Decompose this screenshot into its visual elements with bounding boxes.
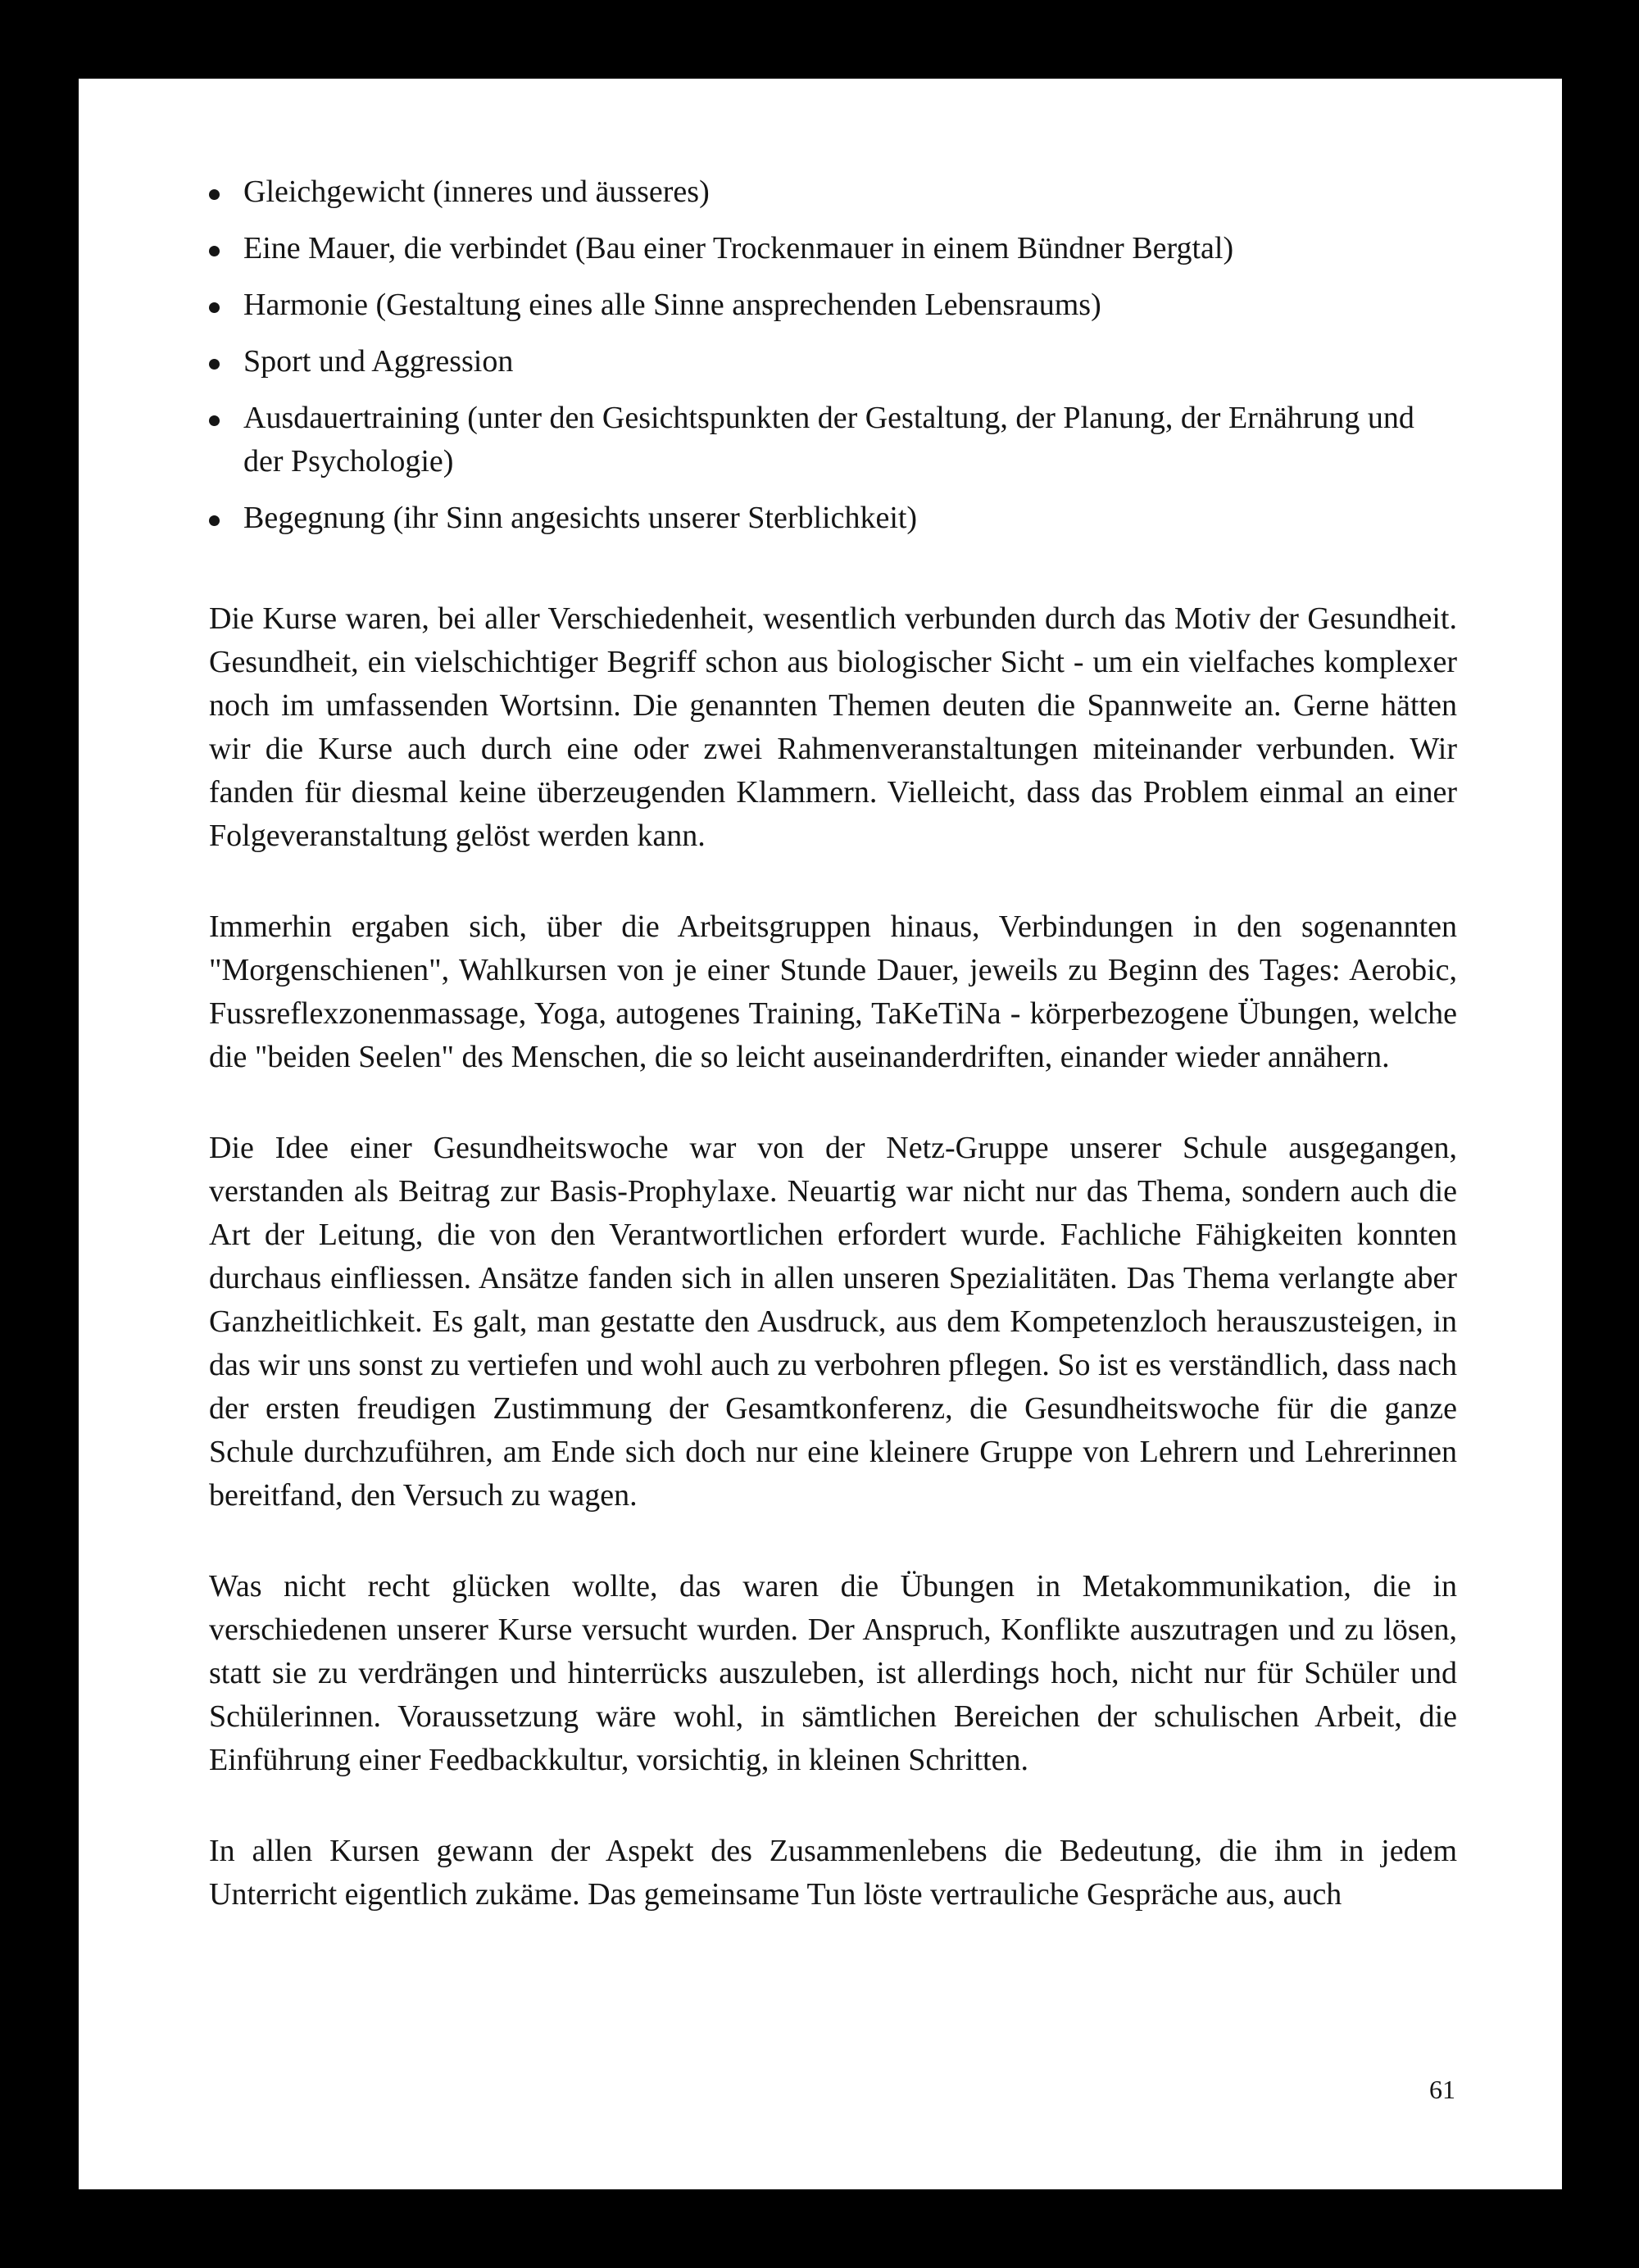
list-item bbox=[209, 397, 1457, 483]
list-item-text: Gleichgewicht (inneres und äusseres) bbox=[243, 175, 710, 209]
paragraph-zusammenleben: In allen Kursen gewann der Aspekt des Zusammenlebens die Bedeutung, die ihm in jedem Unterricht eigentlich zukäme. Das gemeinsame Tun löste vertrauliche Gespräche aus, auch bbox=[209, 1834, 1457, 1912]
bullet-icon bbox=[209, 189, 220, 200]
list-item-text: Ausdauertraining (unter den Gesichtspunkten der Gestaltung, der Planung, der Ernährung und der Psychologie) bbox=[243, 401, 1414, 479]
list-item bbox=[209, 340, 1457, 383]
list-item bbox=[209, 170, 1457, 214]
bullet-icon bbox=[209, 359, 220, 370]
list-item-text: Begegnung (ihr Sinn angesichts unserer Sterblichkeit) bbox=[243, 501, 918, 535]
bullet-icon bbox=[209, 302, 220, 313]
page-number: 61 bbox=[1429, 2075, 1455, 2104]
bullet-icon bbox=[209, 415, 220, 426]
topic-list bbox=[209, 170, 1457, 540]
page-content bbox=[209, 170, 1457, 1916]
bullet-icon bbox=[209, 246, 220, 256]
list-item-text: Eine Mauer, die verbindet (Bau einer Trockenmauer in einem Bündner Bergtal) bbox=[243, 231, 1234, 265]
paragraph-gesundheitswoche: Die Idee einer Gesundheitswoche war von der Netz-Gruppe unserer Schule ausgegangen, verstanden als Beitrag zur Basis-Prophylaxe. Neuartig war nicht nur das Thema, sondern auch die Art der Leitung, die von den Verantwortlichen erfordert wurde. Fachliche Fähigkeiten konnten durchaus einfliessen. Ansätze fanden sich in allen unseren Spezialitäten. Das Thema verlangte aber Ganzheitlichkeit. Es galt, man gestatte den Ausdruck, aus dem Kompetenzloch herauszusteigen, in das wir uns sonst zu vertiefen und wohl auch zu verbohren pflegen. So ist es verständlich, dass nach der ersten freudigen Zustimmung der Gesamtkonferenz, die Gesundheitswoche für die ganze Schule durchzuführen, am Ende sich doch nur eine kleinere Gruppe von Lehrern und Lehrerinnen bereitfand, den Versuch zu wagen. bbox=[209, 1131, 1457, 1513]
list-item bbox=[209, 497, 1457, 540]
paragraph-morgenschienen: Immerhin ergaben sich, über die Arbeitsgruppen hinaus, Verbindungen in den sogenannten "Morgenschienen", Wahlkursen von je einer Stunde Dauer, jeweils zu Beginn des Tages: Aerobic, Fussreflexzonenmassage, Yoga, autogenes Training, TaKeTiNa - körperbezogene Übungen, welche die "beiden Seelen" des Menschen, die so leicht auseinanderdriften, einander wieder annähern. bbox=[209, 909, 1457, 1074]
list-item bbox=[209, 284, 1457, 327]
paragraph-metakommunikation: Was nicht recht glücken wollte, das waren die Übungen in Metakommunikation, die in verschiedenen unserer Kurse versucht wurden. Der Anspruch, Konflikte auszutragen und zu lösen, statt sie zu verdrängen und hinterrücks auszuleben, ist allerdings hoch, nicht nur für Schüler und Schülerinnen. Voraussetzung wäre wohl, in sämtlichen Bereichen der schulischen Arbeit, die Einführung einer Feedbackkultur, vorsichtig, in kleinen Schritten. bbox=[209, 1569, 1457, 1777]
page-sheet bbox=[79, 79, 1562, 2189]
list-item bbox=[209, 227, 1457, 270]
list-item-text: Sport und Aggression bbox=[243, 344, 514, 379]
list-item-text: Harmonie (Gestaltung eines alle Sinne ansprechenden Lebensraums) bbox=[243, 288, 1101, 322]
paragraph-kurse: Die Kurse waren, bei aller Verschiedenheit, wesentlich verbunden durch das Motiv der Gesundheit. Gesundheit, ein vielschichtiger Begriff schon aus biologischer Sicht - um ein vielfaches komplexer noch im umfassenden Wortsinn. Die genannten Themen deuten die Spannweite an. Gerne hätten wir die Kurse auch durch eine oder zwei Rahmenveranstaltungen miteinander verbunden. Wir fanden für diesmal keine überzeugenden Klammern. Vielleicht, dass das Problem einmal an einer Folgeveranstaltung gelöst werden kann. bbox=[209, 601, 1457, 853]
bullet-icon bbox=[209, 515, 220, 526]
